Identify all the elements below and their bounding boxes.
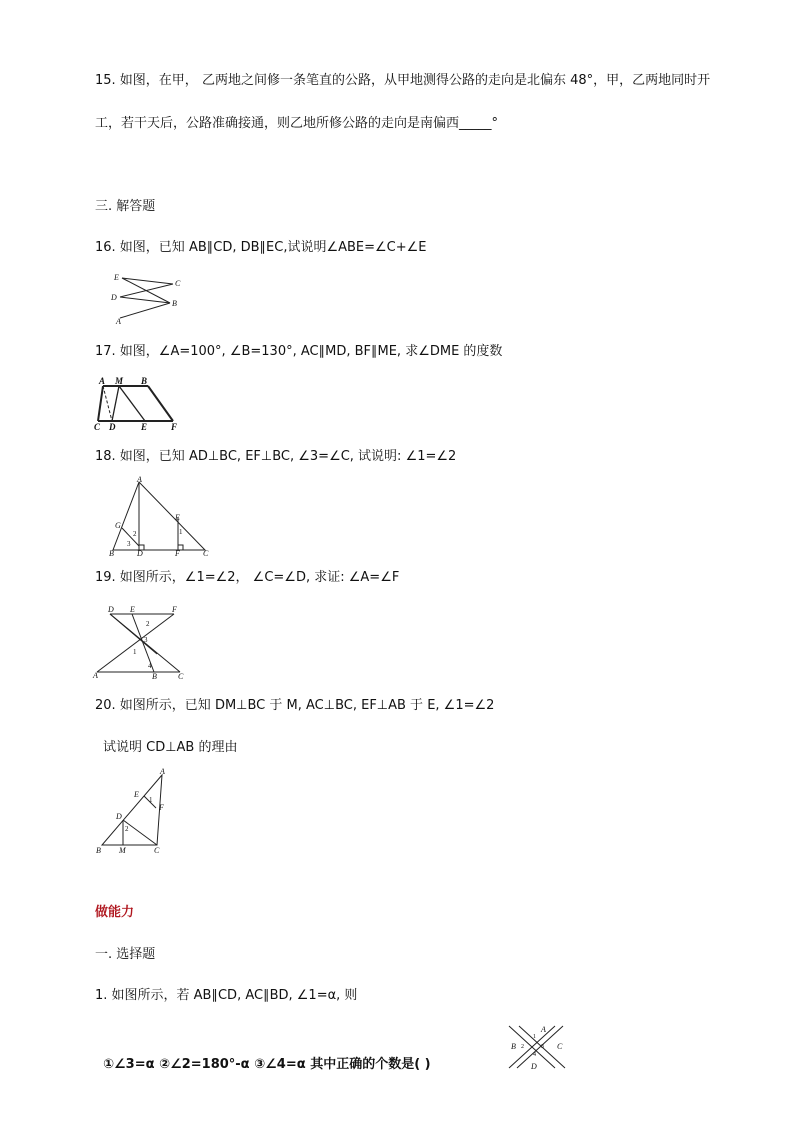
section1-title: 一. 选择题 — [95, 947, 156, 962]
q17-label-d: D — [109, 422, 116, 432]
q16-figure — [108, 268, 193, 326]
q19-label-b: B — [152, 672, 157, 680]
q18-label-e: E — [175, 513, 180, 522]
q18-label-a: A — [137, 476, 142, 484]
q17-label-e: E — [141, 422, 148, 432]
q20-label-f: F — [159, 803, 164, 812]
q18-text: 18. 如图，已知 AD⊥BC, EF⊥BC, ∠3=∠C, 试说明: ∠1=∠2 — [95, 449, 457, 464]
q1-angle-2: 2 — [521, 1044, 524, 1050]
q20-line1: 20. 如图所示，已知 DM⊥BC 于 M, AC⊥BC, EF⊥AB 于 E, ∠1=∠2 — [95, 698, 495, 713]
q19-label-d: D — [108, 605, 114, 614]
q20-label-a: A — [160, 767, 165, 776]
q1-label-d: D — [531, 1062, 537, 1071]
q16-label-a: A — [116, 317, 121, 326]
q1-label-b: B — [511, 1042, 516, 1051]
q17-label-f: F — [171, 422, 178, 432]
q20-label-b: B — [96, 846, 101, 855]
q20-label-d: D — [116, 812, 122, 821]
q19-label-a: A — [93, 671, 98, 680]
q20-angle-2: 2 — [125, 825, 129, 833]
q19-text: 19. 如图所示，∠1=∠2， ∠C=∠D, 求证: ∠A=∠F — [95, 570, 400, 585]
q1-line1: 1. 如图所示，若 AB∥CD, AC∥BD, ∠1=α, 则 — [95, 988, 358, 1003]
q19-figure — [92, 604, 192, 680]
q18-angle-2: 2 — [133, 530, 137, 538]
q18-label-b: B — [109, 549, 114, 558]
q1-line2: ①∠3=α ②∠2=180°-α ③∠4=α 其中正确的个数是( ) — [103, 1057, 431, 1072]
q1-angle-1: 1 — [533, 1034, 536, 1040]
q19-label-c: C — [178, 672, 184, 680]
q20-angle-1: 1 — [149, 796, 153, 804]
q19-angle-1: 1 — [133, 648, 137, 656]
q17-label-b: B — [141, 376, 148, 386]
q19-label-e: E — [130, 605, 135, 614]
q16-label-b: B — [172, 299, 177, 308]
q20-label-m: M — [119, 846, 126, 855]
q18-angle-1: 1 — [179, 528, 183, 536]
q19-angle-3: 3 — [144, 636, 148, 644]
q18-label-f: F — [175, 549, 180, 558]
q19-label-f: F — [172, 605, 177, 614]
q16-label-e: E — [114, 273, 119, 282]
q19-angle-4: 4 — [148, 662, 152, 670]
q20-label-e: E — [134, 790, 139, 799]
q15-line2: 工，若干天后，公路准确接通，则乙地所修公路的走向是南偏西_____° — [95, 116, 499, 131]
q1-label-c: C — [557, 1042, 563, 1051]
q17-text: 17. 如图，∠A=100°, ∠B=130°, AC∥MD, BF∥ME, 求∠DME 的度数 — [95, 344, 503, 359]
q17-label-a: A — [99, 376, 106, 386]
q18-figure — [105, 476, 215, 558]
q16-label-d: D — [111, 293, 117, 302]
q20-figure — [92, 767, 182, 855]
q15-line1: 15. 如图，在甲， 乙两地之间修一条笔直的公路，从甲地测得公路的走向是北偏东 48°，甲，乙两地同时开 — [95, 73, 711, 88]
q1-angle-3: 3 — [541, 1044, 544, 1050]
q18-label-d: D — [137, 549, 143, 558]
q18-label-c: C — [203, 549, 209, 558]
section3-title: 三. 解答题 — [95, 199, 156, 214]
q16-text: 16. 如图，已知 AB∥CD, DB∥EC,试说明∠ABE=∠C+∠E — [95, 240, 427, 255]
q17-figure — [93, 376, 183, 432]
q1-figure — [505, 1022, 567, 1072]
q20-label-c: C — [154, 846, 160, 855]
q20-line2: 试说明 CD⊥AB 的理由 — [103, 740, 238, 755]
q17-label-m: M — [115, 376, 124, 386]
q19-angle-2: 2 — [146, 620, 150, 628]
ability-heading: 做能力 — [95, 905, 135, 920]
q16-label-c: C — [175, 279, 181, 288]
q1-label-a: A — [541, 1025, 546, 1034]
q17-label-c: C — [94, 422, 101, 432]
q18-angle-3: 3 — [127, 540, 131, 548]
q18-label-g: G — [115, 521, 121, 530]
q1-angle-4: 4 — [533, 1052, 536, 1058]
